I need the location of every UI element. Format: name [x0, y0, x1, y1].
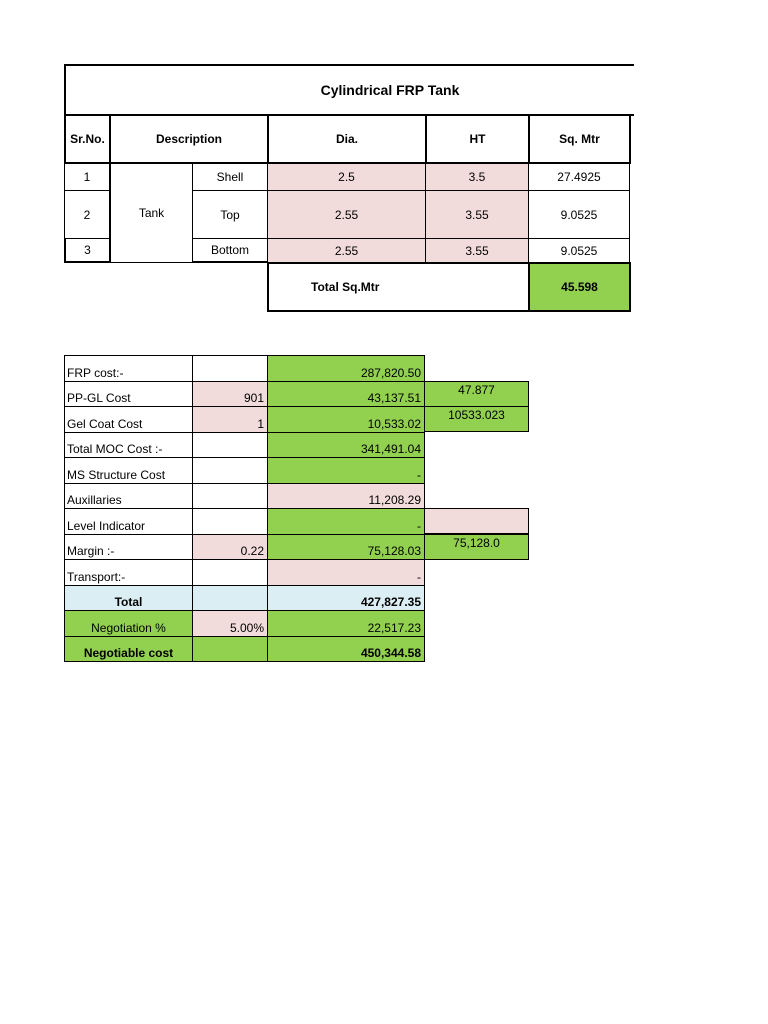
tank-group-label: Tank	[109, 163, 193, 263]
cost-row-label: MS Structure Cost	[64, 457, 193, 484]
row1-dia: 2.5	[267, 163, 426, 191]
cost-row-label: Negotiable cost	[64, 636, 193, 662]
cost-row-amount: -	[267, 559, 425, 586]
ppgl-side-value: 47.877	[424, 381, 529, 407]
row3-srno: 3	[64, 238, 110, 263]
cost-row-amount: -	[267, 457, 425, 484]
cost-row-amount: 450,344.58	[267, 636, 425, 662]
cost-row-label: FRP cost:-	[64, 355, 193, 382]
cost-row-qty: 1	[192, 406, 268, 433]
tank-title-text: Cylindrical FRP Tank	[320, 82, 460, 98]
cost-row-qty	[192, 432, 268, 458]
cost-row-amount: 10,533.02	[267, 406, 425, 433]
cost-row-amount: 43,137.51	[267, 381, 425, 407]
row1-part: Shell	[192, 163, 268, 191]
margin-side-value: 75,128.0	[424, 534, 529, 560]
tank-table-title	[64, 64, 634, 116]
cost-row-amount: 427,827.35	[267, 585, 425, 611]
cost-row-amount: 75,128.03	[267, 534, 425, 560]
row3-ht: 3.55	[425, 238, 529, 263]
cost-row-qty	[192, 457, 268, 484]
row2-sqmtr: 9.0525	[528, 190, 630, 239]
cost-row-label: Total MOC Cost :-	[64, 432, 193, 458]
cost-row-qty	[192, 508, 268, 535]
row1-sqmtr: 27.4925	[528, 163, 630, 191]
header-srno: Sr.No.	[64, 114, 111, 164]
cost-row-qty	[192, 636, 268, 662]
row1-ht: 3.5	[425, 163, 529, 191]
cost-row-amount: 22,517.23	[267, 610, 425, 637]
level-indicator-side-cell	[424, 508, 529, 534]
row3-dia: 2.55	[267, 238, 426, 263]
header-description: Description	[109, 114, 269, 164]
cost-row-qty: 5.00%	[192, 610, 268, 637]
cost-row-label: PP-GL Cost	[64, 381, 193, 407]
cost-row-qty	[192, 559, 268, 586]
row3-part: Bottom	[192, 238, 268, 263]
cost-row-amount: -	[267, 508, 425, 535]
total-sqmtr-value: 45.598	[528, 262, 631, 312]
cost-row-label: Level Indicator	[64, 508, 193, 535]
cost-row-label: Gel Coat Cost	[64, 406, 193, 433]
cost-row-qty	[192, 355, 268, 382]
cost-row-qty: 0.22	[192, 534, 268, 560]
cost-row-amount: 341,491.04	[267, 432, 425, 458]
row1-srno: 1	[64, 163, 110, 191]
row3-sqmtr: 9.0525	[528, 238, 630, 263]
header-dia: Dia.	[267, 114, 427, 164]
cost-row-label: Transport:-	[64, 559, 193, 586]
cost-row-label: Margin :-	[64, 534, 193, 560]
cost-row-qty: 901	[192, 381, 268, 407]
cost-row-amount: 11,208.29	[267, 483, 425, 509]
header-ht: HT	[425, 114, 530, 164]
cost-row-amount: 287,820.50	[267, 355, 425, 382]
cost-row-qty	[192, 585, 268, 611]
row2-srno: 2	[64, 190, 110, 239]
row2-dia: 2.55	[267, 190, 426, 239]
total-sqmtr-label: Total Sq.Mtr	[267, 262, 530, 312]
cost-row-qty	[192, 483, 268, 509]
header-sqmtr: Sq. Mtr	[528, 114, 631, 164]
cost-row-label: Auxillaries	[64, 483, 193, 509]
gelcoat-side-value: 10533.023	[424, 406, 529, 432]
row2-part: Top	[192, 190, 268, 239]
cost-row-label: Total	[64, 585, 193, 611]
row2-ht: 3.55	[425, 190, 529, 239]
cost-row-label: Negotiation %	[64, 610, 193, 637]
